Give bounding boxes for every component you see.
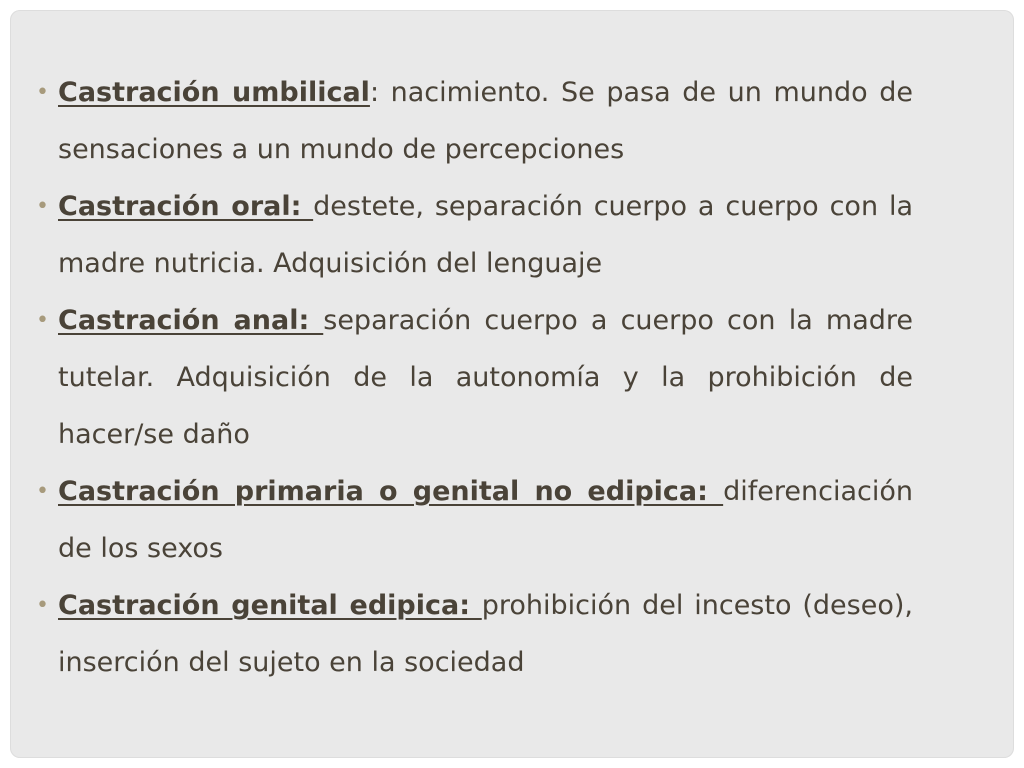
bullet-icon: •: [36, 479, 49, 504]
bullet-text: destete, separación cuerpo a cuerpo con la madre nutricia. Adquisición del lenguaje: [58, 191, 914, 279]
bullet-item-umbilical: [36, 64, 913, 178]
bullet-list: [36, 64, 913, 691]
bullet-icon: •: [36, 194, 49, 219]
slide: [10, 10, 1014, 758]
bullet-item-primaria: [36, 463, 913, 577]
bullet-icon: •: [36, 593, 49, 618]
bullet-icon: •: [36, 80, 49, 105]
bullet-term: Castración primaria o genital no edipica:: [58, 476, 724, 507]
bullet-term: Castración oral:: [58, 191, 314, 222]
bullet-item-oral: [36, 178, 913, 292]
bullet-term: Castración genital edipica:: [58, 590, 482, 621]
bullet-term: Castración anal:: [58, 305, 324, 336]
bullet-text: separación cuerpo a cuerpo con la madre tutelar. Adquisición de la autonomía y la prohibición de hacer/se daño: [58, 305, 914, 450]
bullet-icon: •: [36, 308, 49, 333]
bullet-text: diferenciación de los sexos: [58, 476, 913, 564]
bullet-item-anal: [36, 292, 913, 463]
bullet-item-edipica: [36, 577, 913, 691]
bullet-text: prohibición del incesto (deseo), inserción del sujeto en la sociedad: [58, 590, 913, 678]
bullet-text: : nacimiento. Se pasa de un mundo de sensaciones a un mundo de percepciones: [58, 77, 914, 165]
bullet-term: Castración umbilical: [58, 77, 370, 108]
